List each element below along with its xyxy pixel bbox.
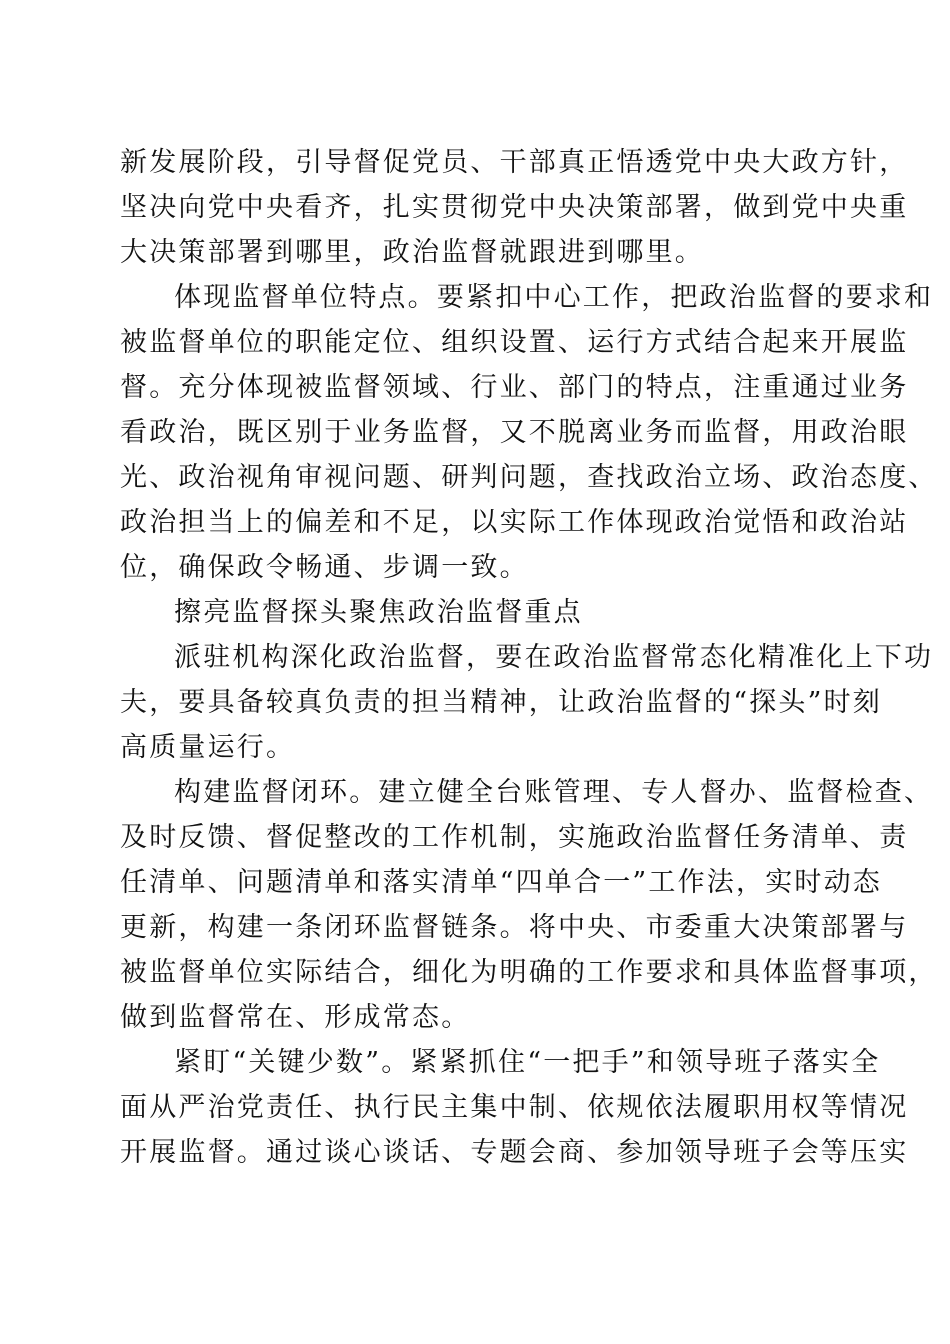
text-line: 坚决向党中央看齐，扎实贯彻党中央决策部署，做到党中央重 <box>120 192 909 223</box>
text-line: 高质量运行。 <box>120 732 296 763</box>
text-line: 面从严治党责任、执行民主集中制、依规依法履职用权等情况 <box>120 1092 909 1123</box>
text-line: 被监督单位的职能定位、组织设置、运行方式结合起来开展监 <box>120 327 909 358</box>
text-line: 更新，构建一条闭环监督链条。将中央、市委重大决策部署与 <box>120 912 909 943</box>
text-line: 及时反馈、督促整改的工作机制，实施政治监督任务清单、责 <box>120 822 909 853</box>
text-line: 派驻机构深化政治监督，要在政治监督常态化精准化上下功 <box>174 642 934 673</box>
text-line: 体现监督单位特点。要紧扣中心工作，把政治监督的要求和 <box>174 282 934 313</box>
text-line: 光、政治视角审视问题、研判问题，查找政治立场、政治态度、 <box>120 462 938 493</box>
text-line: 督。充分体现被监督领域、行业、部门的特点，注重通过业务 <box>120 372 909 403</box>
paragraph-section-intro <box>120 635 934 770</box>
text-line: 新发展阶段，引导督促党员、干部真正悟透党中央大政方针， <box>120 147 909 178</box>
text-line: 被监督单位实际结合，细化为明确的工作要求和具体监督事项， <box>120 957 938 988</box>
document-body <box>120 140 938 1175</box>
text-line: 看政治，既区别于业务监督，又不脱离业务而监督，用政治眼 <box>120 417 909 448</box>
text-line: 夫，要具备较真负责的担当精神，让政治监督的“探头”时刻 <box>120 687 883 718</box>
text-line: 做到监督常在、形成常态。 <box>120 1002 471 1033</box>
text-line: 大决策部署到哪里，政治监督就跟进到哪里。 <box>120 237 704 268</box>
paragraph-key-minority <box>120 1040 909 1175</box>
text-line: 任清单、问题清单和落实清单“四单合一”工作法，实时动态 <box>120 867 883 898</box>
text-line: 开展监督。通过谈心谈话、专题会商、参加领导班子会等压实 <box>120 1137 909 1168</box>
paragraph-unit-characteristics <box>120 275 938 590</box>
text-line: 紧盯“关键少数”。紧紧抓住“一把手”和领导班子落实全 <box>174 1047 881 1078</box>
section-heading: 擦亮监督探头聚焦政治监督重点 <box>174 597 583 628</box>
text-line: 位，确保政令畅通、步调一致。 <box>120 552 529 583</box>
paragraph-intro-continuation <box>120 140 909 275</box>
text-line: 政治担当上的偏差和不足，以实际工作体现政治觉悟和政治站 <box>120 507 909 538</box>
text-line: 构建监督闭环。建立健全台账管理、专人督办、监督检查、 <box>174 777 934 808</box>
paragraph-closed-loop <box>120 770 938 1040</box>
